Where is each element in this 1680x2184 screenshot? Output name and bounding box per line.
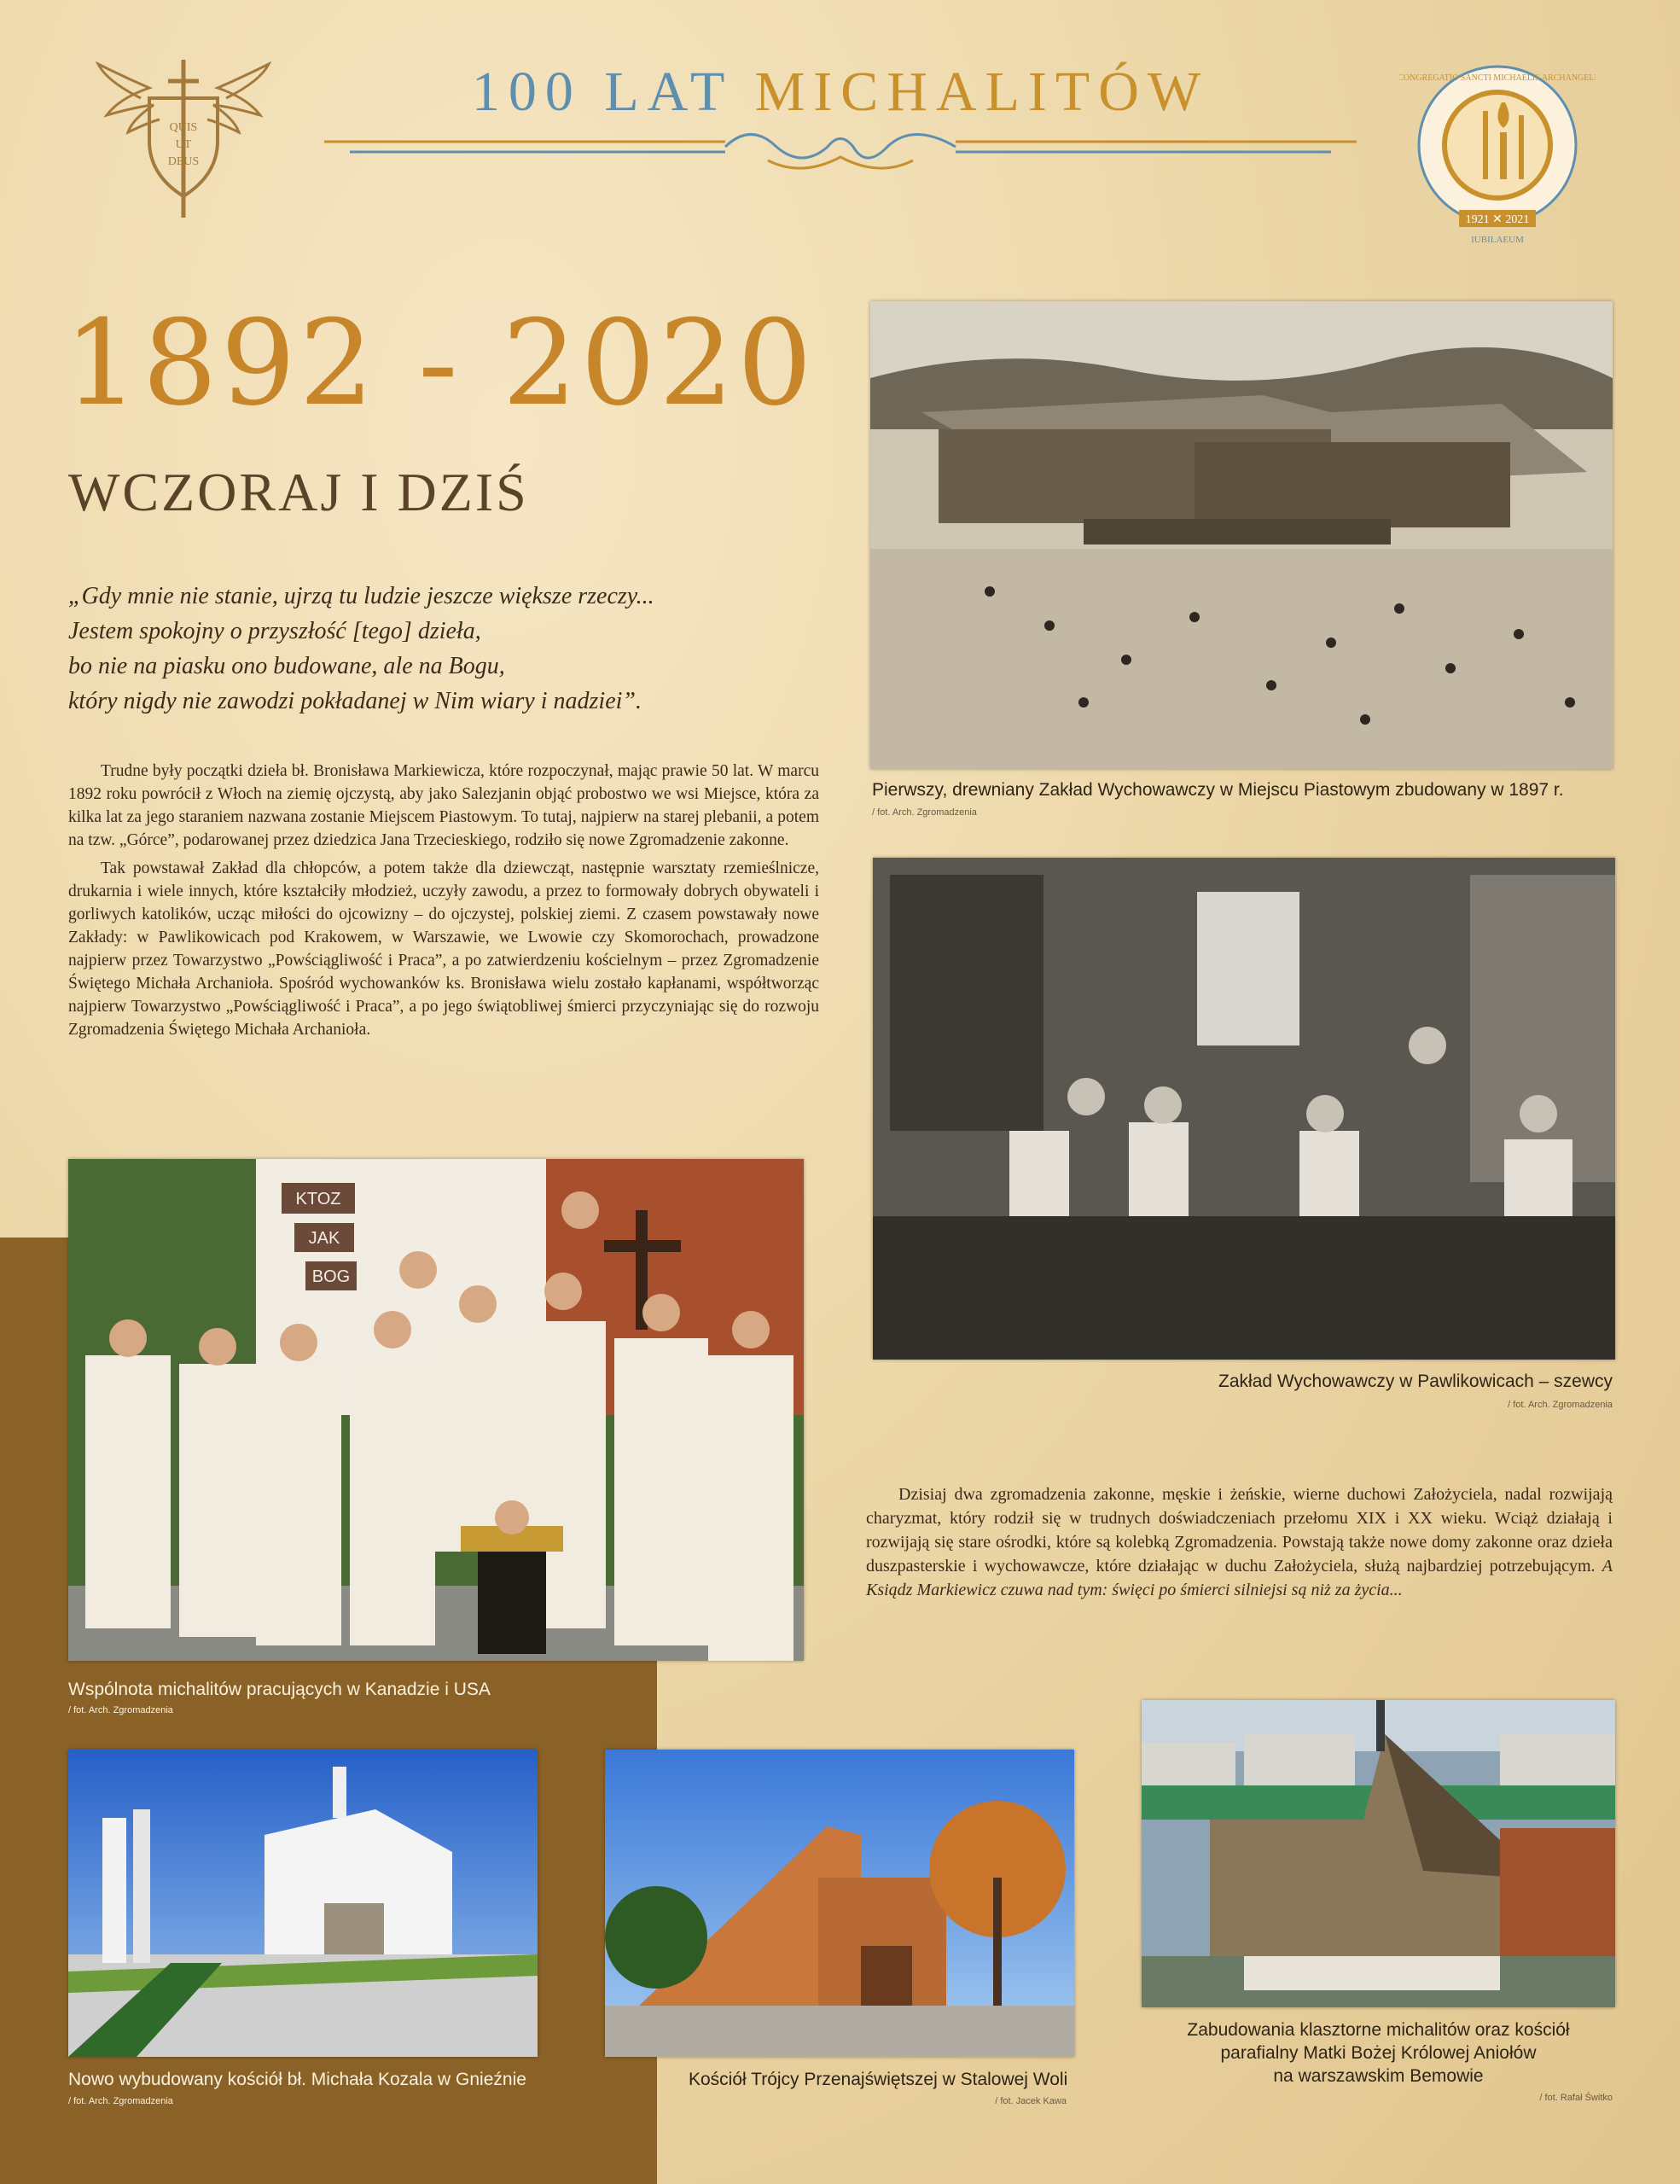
banner-word: KTOZ: [295, 1190, 341, 1208]
photo-credit: / fot. Arch. Zgromadzenia: [68, 2096, 173, 2106]
today-text: [866, 1482, 1613, 1602]
history-text: [68, 760, 819, 1046]
photo-shoemakers: [873, 858, 1615, 1360]
subtitle: WCZORAJ I DZIŚ: [68, 462, 529, 522]
header-title: [444, 60, 1237, 125]
photo-caption: Zakład Wychowawczy w Pawlikowicach – szewcy: [1218, 1372, 1613, 1391]
photo-credit: / fot. Arch. Zgromadzenia: [68, 1705, 173, 1715]
photo-stalowa-wola-church: [605, 1750, 1074, 2057]
today-text-italic: A Ksiądz Markiewicz czuwa nad tym: święci po śmierci silniejsi są niż za życia...: [866, 1557, 1613, 1599]
quis-ut-deus-logo: [90, 47, 277, 226]
photo-credit: / fot. Jacek Kawa: [995, 2096, 1067, 2106]
banner-word: BOG: [311, 1267, 351, 1286]
photo-credit: / fot. Arch. Zgromadzenia: [872, 807, 977, 818]
photo-caption: Pierwszy, drewniany Zakład Wychowawczy w Miejscu Piastowym zbudowany w 1897 r.: [872, 780, 1564, 800]
banner-word: JAK: [308, 1229, 340, 1248]
quote-line: Jestem spokojny o przyszłość [tego] dzieła,: [68, 618, 481, 644]
paragraph: [866, 1482, 1613, 1602]
main-title: 1892 - 2020: [64, 294, 816, 432]
photo-bemowo-complex: [1142, 1700, 1615, 2007]
jubilee-emblem: [1399, 51, 1596, 248]
caption-line: na warszawskim Bemowie: [1273, 2066, 1484, 2086]
photo-credit: / fot. Rafał Świtko: [1539, 2093, 1613, 2103]
emblem-ring-text: CONGREGATIO SANCTI MICHAELIS ARCHANGELI: [1399, 73, 1596, 83]
caption-line: Zabudowania klasztorne michalitów oraz kościół: [1187, 2020, 1570, 2040]
today-text-plain: Dzisiaj dwa zgromadzenia zakonne, męskie i żeńskie, wierne duchowi Założyciela, nadal rozwijają charyzmat, który rodził się w trudnych doświadczeniach przełomu XIX i XX wieku. Wciąż działają i rozwijają się stare ośrodki, które są kolebką Zgromadzenia. Powstają także nowe domy zakonne oraz dzieła duszpasterskie i wychowawcze, które działając w duchu Założyciela, służą najbardziej potrzebującym.: [866, 1485, 1613, 1575]
logo-text-ut: UT: [175, 138, 192, 151]
founder-quote: [68, 579, 819, 719]
photo-caption: Kościół Trójcy Przenajświętszej w Stalowej Woli: [689, 2070, 1068, 2089]
photo-caption: Wspólnota michalitów pracujących w Kanadzie i USA: [68, 1680, 491, 1699]
logo-text-quis: QUIS: [169, 121, 198, 134]
photo-caption-multiline: [1142, 2018, 1615, 2088]
logo-text-deus: DEUS: [167, 155, 200, 168]
photo-caption: Nowo wybudowany kościół bł. Michała Kozala w Gnieźnie: [68, 2070, 526, 2089]
photo-gniezno-church: [68, 1750, 538, 2057]
emblem-bottom-text: IUBILAEUM: [1471, 235, 1524, 245]
quote-line: który nigdy nie zawodzi pokładanej w Nim wiary i nadziei”.: [68, 688, 642, 714]
caption-line: parafialny Matki Bożej Królowej Aniołów: [1220, 2043, 1537, 2063]
emblem-years: 1921 ✕ 2021: [1465, 213, 1530, 226]
header-ornament: [324, 126, 1357, 178]
photo-credit: / fot. Arch. Zgromadzenia: [1508, 1400, 1613, 1410]
paragraph: Trudne były początki dzieła bł. Bronisława Markiewicza, które rozpoczynał, mając prawie 50 lat. W marcu 1892 roku powrócił z Włoch na ziemię ojczystą, aby jako Salezjanin objąć probostwo we wsi Miejsce, która za kilka lat za jego staraniem nazwana zostanie Miejscem Piastowym. To tutaj, najpierw na starej plebanii, a potem na tzw. „Górce”, podarowanej przez dziedzica Jana Trzecieskiego, rodziło się nowe Zgromadzenie zakonne.: [68, 762, 819, 849]
header-title-blue: 100 LAT: [471, 61, 733, 123]
quote-line: „Gdy mnie nie stanie, ujrzą tu ludzie jeszcze większe rzeczy...: [68, 583, 654, 609]
photo-wooden-building: [870, 301, 1613, 769]
photo-community: [68, 1159, 804, 1661]
quote-line: bo nie na piasku ono budowane, ale na Bogu,: [68, 653, 505, 679]
paragraph: Tak powstawał Zakład dla chłopców, a potem także dla dziewcząt, następnie warsztaty rzemieślnicze, drukarnia i wiele innych, które kształciły młodzież, uczyły zawodu, a przez to formowały dobrych obywateli i gorliwych katolików, ucząc miłości do ojcowizny – do ojczystej, polskiej ziemi. Z czasem powstawały nowe Zakłady: w Pawlikowicach pod Krakowem, w Warszawie, we Lwowie czy Skomorochach, prowadzone najpierw przez Towarzystwo „Powściągliwość i Praca”, a po zatwierdzeniu kościelnym – przez Zgromadzenie Świętego Michała Archanioła. Spośród wychowanków ks. Bronisława wielu zostało kapłanami, współtworząc najpierw Towarzystwo „Powściągliwość i Praca”, a po jego świątobliwej śmierci przyczyniając się do rozwoju Zgromadzenia Świętego Michała Archanioła.: [68, 859, 819, 1039]
header-title-gold: MICHALITÓW: [754, 61, 1210, 123]
